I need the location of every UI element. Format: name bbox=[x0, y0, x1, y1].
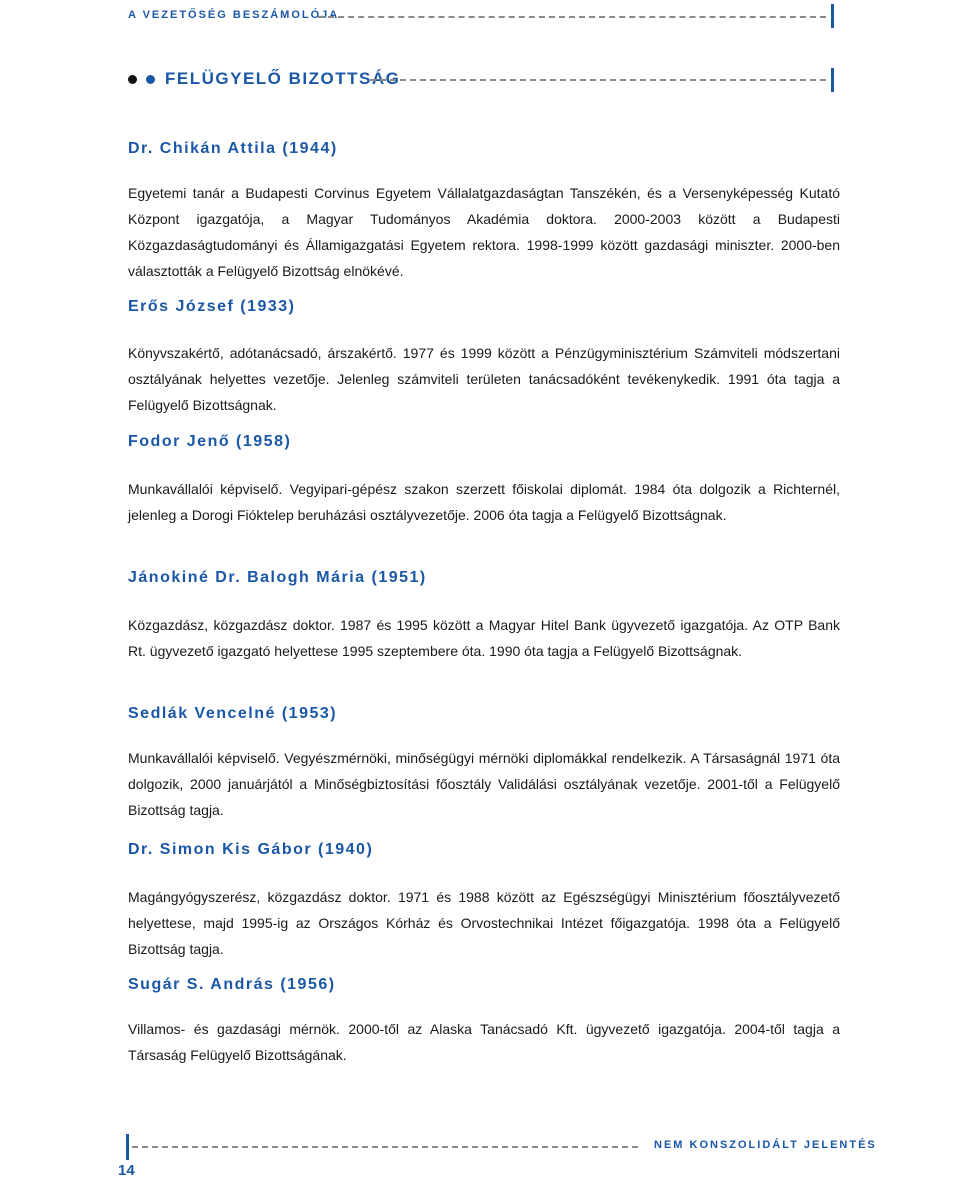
member-name: Jánokiné Dr. Balogh Mária (1951) bbox=[128, 569, 427, 586]
bullet-icon bbox=[146, 75, 155, 84]
member-bio: Munkavállalói képviselő. Vegyipari-gépész szakon szerzett főiskolai diplomát. 1984 óta dolgozik a Richternél, jelenleg a Dorogi Fióktelep beruházási osztályvezetője. 2006 óta tagja a Felügyelő Bizottságnak. bbox=[128, 481, 840, 523]
footer-divider bbox=[132, 1146, 638, 1148]
section-vertical-bar bbox=[831, 68, 834, 92]
member-bio: Közgazdász, közgazdász doktor. 1987 és 1995 között a Magyar Hitel Bank ügyvezető igazgatója. Az OTP Bank Rt. ügyvezető igazgató helyettese 1995 szeptembere óta. 1990 óta tagja a Felügyelő Bizottságnak. bbox=[128, 617, 840, 659]
section-title: FELÜGYELŐ BIZOTTSÁG bbox=[165, 69, 401, 88]
member-name: Sedlák Vencelné (1953) bbox=[128, 705, 338, 722]
member-bio: Magángyógyszerész, közgazdász doktor. 1971 és 1988 között az Egészségügyi Minisztérium főosztályvezető helyettese, majd 1995-ig az Országos Kórház és Orvostechnikai Intézet főigazgatója. 1998 óta a Felügyelő Bizottság tagja. bbox=[128, 889, 840, 957]
member-bio: Villamos- és gazdasági mérnök. 2000-től az Alaska Tanácsadó Kft. ügyvezető igazgatója. 2004-től tagja a Társaság Felügyelő Bizottságának. bbox=[128, 1021, 840, 1063]
member-name: Sugár S. András (1956) bbox=[128, 976, 336, 993]
header-divider bbox=[318, 16, 826, 18]
section-divider bbox=[370, 79, 826, 81]
header-vertical-bar bbox=[831, 4, 834, 28]
member-name: Erős József (1933) bbox=[128, 298, 296, 315]
page-number: 14 bbox=[118, 1162, 135, 1179]
footer-vertical-bar bbox=[126, 1134, 129, 1160]
member-name: Dr. Chikán Attila (1944) bbox=[128, 140, 338, 157]
running-header-title: A VEZETŐSÉG BESZÁMOLÓJA bbox=[128, 9, 340, 21]
bullet-icon bbox=[128, 75, 137, 84]
member-bio: Munkavállalói képviselő. Vegyészmérnöki, minőségügyi mérnöki diplomákkal rendelkezik. A Társaságnál 1971 óta dolgozik, 2000 januárjától a Minőségbiztosítási főosztály Validálási osztályának vezetője. 2001-től a Felügyelő Bizottság tagja. bbox=[128, 750, 840, 818]
running-footer-title: NEM KONSZOLIDÁLT JELENTÉS bbox=[654, 1139, 877, 1151]
member-name: Dr. Simon Kis Gábor (1940) bbox=[128, 841, 374, 858]
member-bio: Egyetemi tanár a Budapesti Corvinus Egyetem Vállalatgazdaságtan Tanszékén, és a Versenyképesség Kutató Központ igazgatója, a Magyar Tudományos Akadémia doktora. 2000-2003 között a Budapesti Közgazdaságtudományi és Államigazgatási Egyetem rektora. 1998-1999 között gazdasági miniszter. 2000-ben választották a Felügyelő Bizottság elnökévé. bbox=[128, 185, 840, 279]
member-name: Fodor Jenő (1958) bbox=[128, 433, 292, 450]
member-bio: Könyvszakértő, adótanácsadó, árszakértő. 1977 és 1999 között a Pénzügyminisztérium Számviteli módszertani osztályának helyettes vezetője. Jelenleg számviteli területen tanácsadóként tevékenykedik. 1991 óta tagja a Felügyelő Bizottságnak. bbox=[128, 345, 840, 413]
